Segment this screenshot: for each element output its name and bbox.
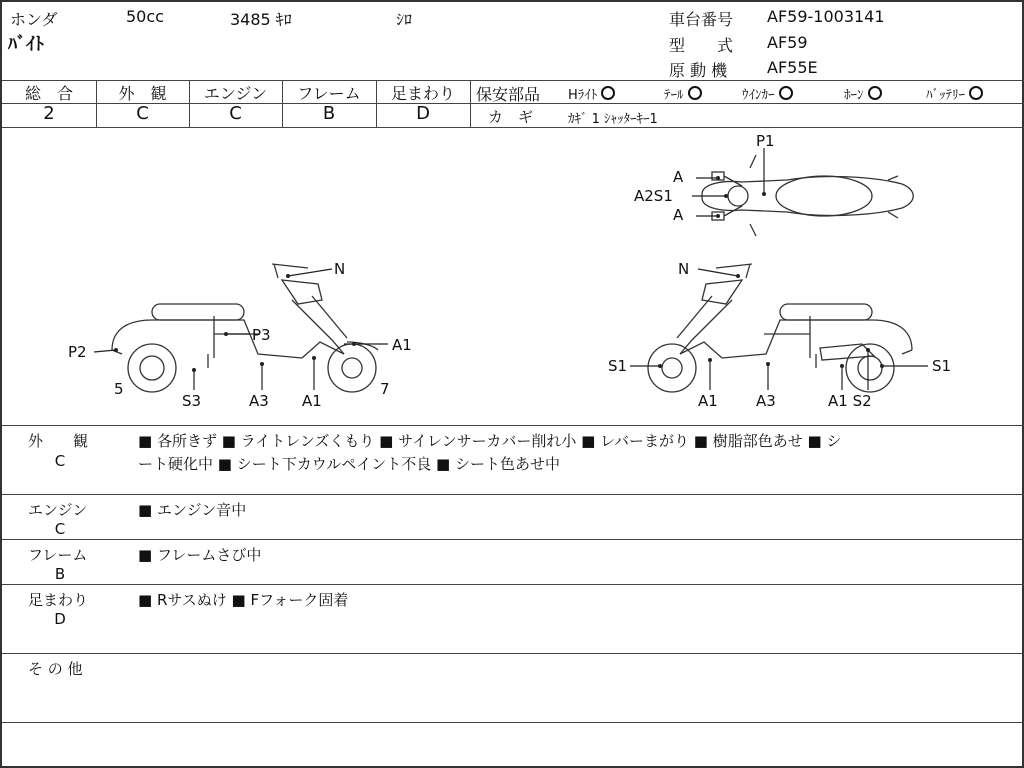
- key-label: カ ギ: [488, 108, 534, 126]
- label-right-s1-left: S1: [608, 357, 628, 375]
- note-grade: D: [54, 610, 66, 628]
- label-right-a3: A3: [756, 392, 776, 410]
- scooter-diagram: [2, 128, 1022, 425]
- divider: [2, 425, 1024, 426]
- label-right-a1: A1: [698, 392, 718, 410]
- model-name: ﾊﾞｲﾄ: [8, 34, 44, 55]
- engine-grade: C: [229, 103, 242, 124]
- label-left-n: N: [334, 260, 346, 278]
- engine-model-label: 原 動 機: [669, 61, 728, 80]
- suspension-label: 足まわり: [390, 84, 455, 103]
- frame-label: フレーム: [297, 84, 361, 103]
- divider: [2, 722, 1024, 723]
- label-left-5: 5: [114, 380, 124, 398]
- label-left-p2: P2: [68, 343, 87, 361]
- safety-parts-label: 保安部品: [476, 85, 541, 104]
- key-value: ｶｷﾞ 1 ｼｬｯﾀｰｷｰ1: [568, 112, 658, 127]
- label-right-a1s2: A1 S2: [828, 392, 872, 410]
- divider: [2, 539, 1024, 540]
- note-text-line2: ート硬化中 ■ シート下カウルペイント不良 ■ シート色あせ中: [138, 455, 560, 473]
- top-view-scooter: [702, 155, 913, 236]
- divider: [470, 80, 471, 127]
- divider: [2, 494, 1024, 495]
- overall-grade: 2: [43, 103, 55, 124]
- engine-label: エンジン: [203, 84, 268, 103]
- safety-taillight: ﾃｰﾙ: [664, 84, 702, 103]
- note-category: 外 観: [28, 432, 89, 450]
- safety-battery: ﾊﾞｯﾃﾘｰ: [926, 84, 983, 103]
- note-grade: C: [54, 520, 66, 538]
- label-left-a1-front: A1: [392, 336, 412, 354]
- note-text-line1: ■ 各所きず ■ ライトレンズくもり ■ サイレンサーカバー削れ小 ■ レバーまがり ■ 樹脂部色あせ ■ シ: [138, 432, 842, 450]
- frame-number-label: 車台番号: [669, 10, 734, 29]
- mileage: 3485 ｷﾛ: [230, 10, 292, 29]
- safety-headlight: Hﾗｲﾄ: [568, 84, 615, 103]
- right-side-scooter: [648, 264, 912, 392]
- ok-circle-icon: [601, 86, 615, 100]
- label-top-a-lower: A: [673, 206, 684, 224]
- exterior-label: 外 観: [118, 84, 167, 103]
- ok-circle-icon: [688, 86, 702, 100]
- note-grade: C: [54, 452, 66, 470]
- note-category: 足まわり: [28, 591, 89, 609]
- suspension-grade: D: [416, 103, 430, 124]
- label-top-p1: P1: [756, 132, 775, 150]
- label-top-a-upper: A: [673, 168, 684, 186]
- label-left-7: 7: [380, 380, 390, 398]
- ok-circle-icon: [868, 86, 882, 100]
- note-text-line1: ■ Rサスぬけ ■ Fフォーク固着: [138, 591, 349, 609]
- divider: [470, 103, 1024, 104]
- note-category: フレーム: [28, 546, 88, 564]
- engine-model: AF55E: [767, 58, 818, 77]
- ok-circle-icon: [969, 86, 983, 100]
- label-left-a1-bottom: A1: [302, 392, 322, 410]
- overall-label: 総 合: [24, 84, 73, 103]
- note-category: エンジン: [28, 501, 88, 519]
- model-type: AF59: [767, 33, 808, 52]
- frame-number: AF59-1003141: [767, 7, 885, 26]
- exterior-grade: C: [136, 103, 149, 124]
- note-text-line1: ■ エンジン音中: [138, 501, 247, 519]
- divider: [2, 584, 1024, 585]
- label-top-a2s1: A2S1: [634, 187, 673, 205]
- safety-horn: ﾎｰﾝ: [844, 84, 882, 103]
- note-text-line1: ■ フレームさび中: [138, 546, 262, 564]
- note-category: そ の 他: [28, 660, 83, 678]
- divider: [2, 653, 1024, 654]
- body-color: ｼﾛ: [396, 10, 413, 29]
- safety-winker: ｳｲﾝｶｰ: [742, 84, 793, 103]
- displacement: 50cc: [126, 7, 164, 26]
- model-type-label: 型 式: [669, 36, 734, 55]
- ok-circle-icon: [779, 86, 793, 100]
- label-left-a3: A3: [249, 392, 269, 410]
- label-left-s3: S3: [182, 392, 202, 410]
- label-right-s1-right: S1: [932, 357, 952, 375]
- frame-grade: B: [322, 103, 336, 124]
- left-side-scooter: [112, 264, 378, 392]
- label-right-n: N: [678, 260, 690, 278]
- label-left-p3: P3: [252, 326, 271, 344]
- maker: ホンダ: [10, 10, 58, 29]
- note-grade: B: [54, 565, 66, 583]
